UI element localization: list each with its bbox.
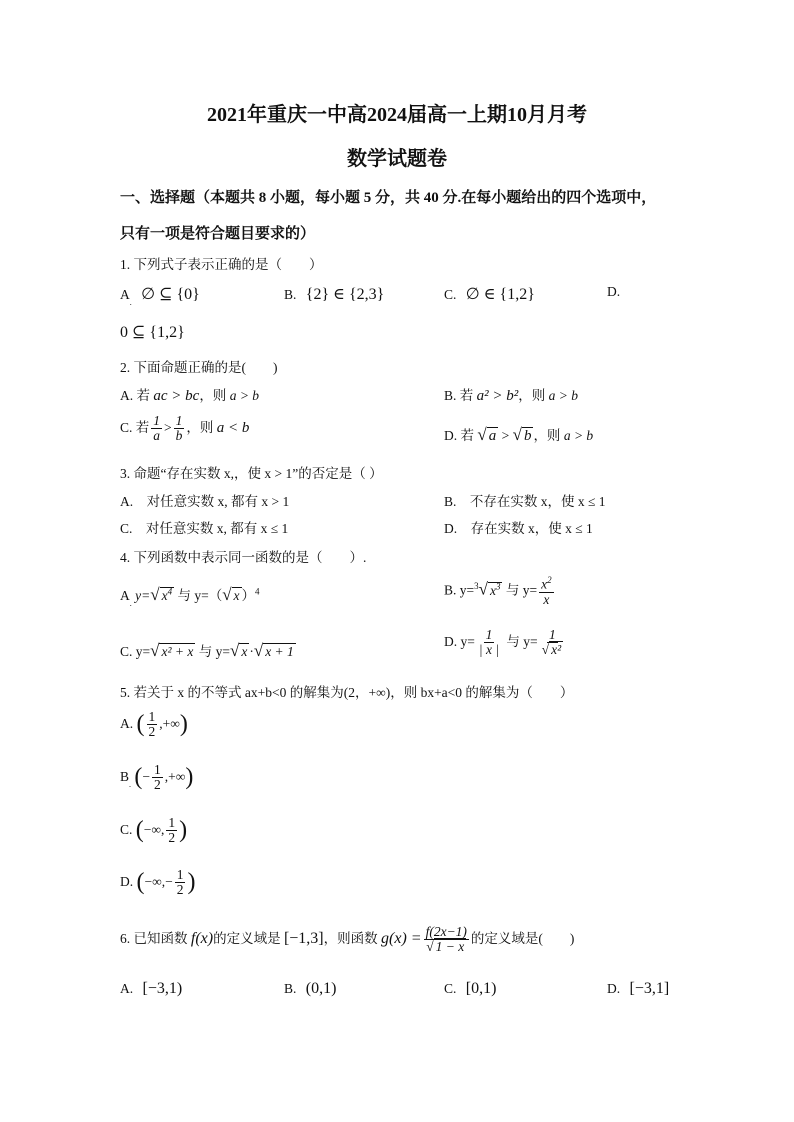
question-6-option-d [607, 980, 669, 998]
radicand: x [233, 588, 240, 603]
fraction: $\frac{1}{2}$ [176, 867, 184, 898]
interval-head: −∞, [143, 821, 165, 837]
option-label: D. y= [444, 633, 475, 649]
option-text: (0,1) [305, 980, 337, 997]
option-label: B. y= [444, 582, 475, 598]
fraction: $\frac{1}{| x |}$ [478, 627, 500, 658]
radicand: x [241, 644, 248, 659]
question-3-option-c: C. 对任意实数 x, 都有 x ≤ 1 [120, 521, 289, 536]
connector: 与 y= [502, 582, 538, 598]
question-3-option-b: B. 不存在实数 x，使 x ≤ 1 [444, 494, 606, 509]
domain: [−1,3] [283, 929, 324, 947]
connector: 与 y=（ [174, 588, 223, 603]
fraction: $\frac{1}{2}$ [154, 762, 161, 793]
function-name: y= [135, 588, 151, 603]
option-label: C. [120, 821, 133, 837]
option-label: B [120, 768, 130, 784]
fraction: $\frac{f(2x-1)}{√ 1 - x}$ [425, 924, 467, 955]
question-4-option-d [444, 628, 567, 657]
question-2-option-a [120, 384, 259, 405]
connector: 与 y= [503, 633, 538, 649]
then: ，则 [533, 428, 561, 443]
question-2-option-b [444, 384, 578, 405]
gt-sign: > [501, 428, 510, 443]
question-4-option-a: $A_.$ y=√ $x^4$ 与 y=（√ x ）$^4$ [120, 585, 260, 608]
option-label: A [120, 588, 130, 603]
question-6-option-a [120, 980, 182, 998]
option-label: A. [120, 981, 134, 996]
question-1-option-c [444, 284, 535, 304]
interval-tail: ,+∞ [159, 715, 180, 731]
radicand: x² + x [161, 644, 194, 659]
question-4-option-c: C. y=√ x² + x 与 y=√ x ·√ x + 1 [120, 641, 294, 660]
page-subtitle: 数学试题卷 [347, 148, 447, 170]
connector: 与 y= [195, 644, 230, 659]
function-g: g(x) = [381, 929, 422, 947]
option-label: A. 若 [120, 388, 150, 403]
radicand: x + 1 [265, 644, 294, 659]
stem-part: ，则函数 [323, 930, 378, 946]
option-label: C. 若 [120, 419, 150, 435]
option-label: D. [120, 873, 134, 889]
question-3-stem: 3. 命题“存在实数 x,，使 x > 1”的否定是（ ） [120, 466, 383, 481]
radicand: b [523, 428, 532, 444]
question-4-option-b: B. y=$^3$√ $x^3$ 与 y= $\frac{x^2}{x}$ [444, 575, 552, 607]
dot-operator: · [249, 644, 254, 659]
option-label: B. [284, 287, 297, 302]
fraction: $\frac{1}{2}$ [168, 815, 176, 846]
question-5-option-b: $B_.$ (− $\frac{1}{2}$ ,+∞) [120, 762, 194, 793]
option-text: [−3,1) [142, 980, 183, 997]
exponent: 4 [255, 586, 260, 597]
option-label: B. 若 [444, 388, 474, 403]
question-1-option-d: 0 ⊆ {1,2} [120, 324, 185, 341]
function-f: f(x) [190, 929, 214, 947]
radicand: $x^4$ [161, 586, 173, 603]
option-text: ∅ ∈ {1,2} [465, 286, 535, 303]
result: a > b [229, 388, 260, 403]
question-1-stem: 1. 下列式子表示正确的是（ ） [120, 257, 323, 272]
option-label: C. [444, 287, 457, 302]
option-label: C. [444, 981, 457, 996]
stem-part: 的定义域是( ) [470, 930, 575, 946]
question-4-stem: 4. 下列函数中表示同一函数的是（ ）. [120, 550, 367, 565]
question-2-stem: 2. 下面命题正确的是( ) [120, 360, 278, 375]
then: ，则 [186, 419, 214, 435]
option-label: D. [607, 981, 621, 996]
then: ，则 [518, 388, 546, 403]
fraction: $\frac{x^2}{x}$ [541, 575, 552, 607]
condition: a² > b² [476, 388, 519, 404]
gt-sign: > [164, 419, 172, 435]
section-heading-line2: 只有一项是符合题目要求的） [120, 226, 316, 242]
question-5-stem: 5. 若关于 x 的不等式 ax+b<0 的解集为(2，+∞)，则 bx+a<0 的解集为（ ） [120, 685, 574, 700]
question-5-option-d: D. (−∞,− $\frac{1}{2}$ ) [120, 867, 196, 898]
fraction: $\frac{1}{b}$ [175, 413, 183, 444]
option-label: A. [120, 715, 134, 731]
option-text: [0,1) [465, 980, 497, 997]
question-1-option-b [284, 284, 384, 304]
page-title: 2021年重庆一中高2024届高一上期10月月考 [207, 104, 587, 126]
question-2-option-d: D. 若 √ a > √ b ，则 a > b [444, 425, 594, 444]
fraction: $\frac{1}{2}$ [148, 709, 156, 740]
question-6-option-c [444, 980, 496, 998]
question-1-option-d-label: D. [607, 284, 621, 299]
condition: ac > bc [153, 388, 200, 404]
radicand: a [488, 428, 497, 444]
radicand: $x^3$ [489, 581, 501, 598]
option-label: C. y= [120, 644, 151, 659]
fraction: $\frac{1}{a}$ [153, 413, 161, 444]
option-text: {2} ∈ {2,3} [305, 286, 385, 303]
fraction: $\frac{1}{\text{√ x²}}$ [541, 627, 562, 658]
then: ，则 [199, 388, 227, 403]
section-heading-line1: 一、选择题（本题共 8 小题，每小题 5 分，共 40 分.在每小题给出的四个选项中， [120, 190, 657, 206]
result: a < b [216, 419, 250, 436]
question-6-option-b [284, 980, 336, 998]
interval-head: −∞,− [144, 873, 173, 889]
question-5-option-a: A. ( $\frac{1}{2}$ ,+∞) [120, 709, 188, 740]
question-5-option-c: C. (−∞, $\frac{1}{2}$ ) [120, 815, 188, 846]
option-text: ∅ ⊆ {0} [141, 286, 200, 303]
stem-part: 的定义域是 [213, 930, 281, 946]
option-label: A [120, 287, 130, 302]
question-1-option-a: $A_.$ ∅ ⊆ {0} [120, 286, 200, 307]
result: a > b [563, 428, 594, 443]
result: a > b [548, 388, 579, 403]
paren: ） [241, 588, 256, 603]
question-3-option-d: D. 存在实数 x，使 x ≤ 1 [444, 521, 593, 536]
option-label: D. 若 [444, 428, 474, 443]
interval-head: − [142, 768, 151, 784]
question-6-stem [120, 925, 574, 954]
interval-tail: ,+∞ [164, 768, 186, 784]
root-index: 3 [474, 581, 479, 592]
question-3-option-a: A. 对任意实数 x, 都有 x > 1 [120, 494, 290, 509]
stem-part: 6. 已知函数 [120, 930, 188, 946]
option-text: [−3,1] [629, 980, 670, 997]
option-label: B. [284, 981, 297, 996]
question-2-option-c [120, 414, 249, 443]
